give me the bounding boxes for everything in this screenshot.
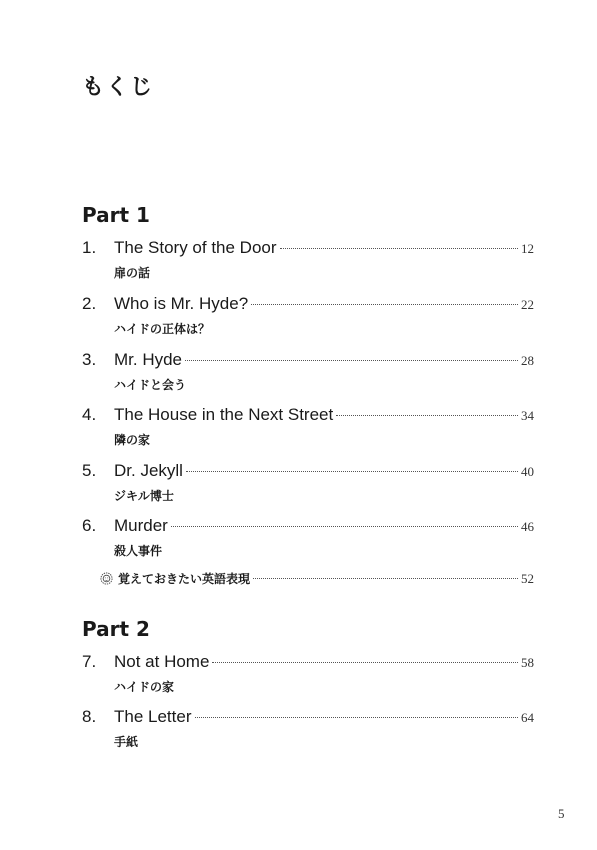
dot-leader [195, 717, 519, 718]
toc-entry-6[interactable] [82, 516, 534, 559]
entry-title: Not at Home [114, 652, 210, 671]
toc-entry-1[interactable] [82, 238, 534, 281]
toc-entry-8[interactable] [82, 707, 534, 750]
entry-page-number: 40 [521, 464, 534, 479]
entry-page-number: 64 [521, 710, 534, 725]
entry-number: 4. [82, 405, 97, 424]
entry-title: Dr. Jekyll [114, 461, 183, 480]
entry-number: 7. [82, 652, 97, 671]
part-1-heading: Part 1 [82, 203, 150, 227]
dot-leader [253, 578, 518, 579]
entry-subtitle: 扉の話 [114, 266, 151, 280]
dot-leader [251, 304, 518, 305]
entry-title: Who is Mr. Hyde? [114, 294, 249, 313]
entry-title: The Letter [114, 707, 192, 726]
toc-entry-4[interactable] [82, 405, 534, 448]
dot-leader [212, 662, 518, 663]
toc-entry-7[interactable] [82, 652, 534, 695]
entry-page-number: 46 [521, 519, 534, 534]
entry-subtitle: ハイドと会う [114, 378, 187, 392]
entry-page-number: 28 [521, 353, 534, 368]
dot-leader [336, 415, 518, 416]
entry-page-number: 34 [521, 408, 534, 423]
entry-number: 1. [82, 238, 97, 257]
toc-entry-5[interactable] [82, 461, 534, 504]
entry-subtitle: 殺人事件 [114, 544, 163, 558]
entry-subtitle: 手紙 [114, 735, 139, 749]
entry-subtitle: ハイドの正体は？ [114, 322, 211, 336]
entry-title: Murder [114, 516, 168, 535]
entry-title: Mr. Hyde [114, 350, 183, 369]
dot-leader [171, 526, 518, 527]
toc-extra-expressions[interactable] [100, 570, 534, 594]
entry-page-number: 58 [521, 655, 534, 670]
entry-number: 6. [82, 516, 97, 535]
entry-subtitle: 隣の家 [114, 433, 151, 447]
dot-leader [185, 360, 518, 361]
page-title: もくじ [82, 75, 155, 100]
toc-entry-3[interactable] [82, 350, 534, 393]
entry-number: 2. [82, 294, 97, 313]
toc-entry-2[interactable] [82, 294, 534, 337]
entry-number: 5. [82, 461, 97, 480]
part-2-heading: Part 2 [82, 617, 150, 641]
entry-title: The Story of the Door [114, 238, 277, 257]
entry-subtitle: ハイドの家 [114, 680, 175, 694]
lion-icon [100, 572, 113, 585]
entry-number: 8. [82, 707, 97, 726]
entry-page-number: 52 [521, 571, 534, 586]
dot-leader [186, 471, 518, 472]
page-number: 5 [558, 806, 565, 821]
entry-number: 3. [82, 350, 97, 369]
entry-page-number: 22 [521, 297, 534, 312]
entry-title: The House in the Next Street [114, 405, 334, 424]
entry-page-number: 12 [521, 241, 534, 256]
dot-leader [280, 248, 518, 249]
entry-subtitle: ジキル博士 [114, 489, 174, 503]
entry-title: 覚えておきたい英語表現 [118, 572, 251, 586]
